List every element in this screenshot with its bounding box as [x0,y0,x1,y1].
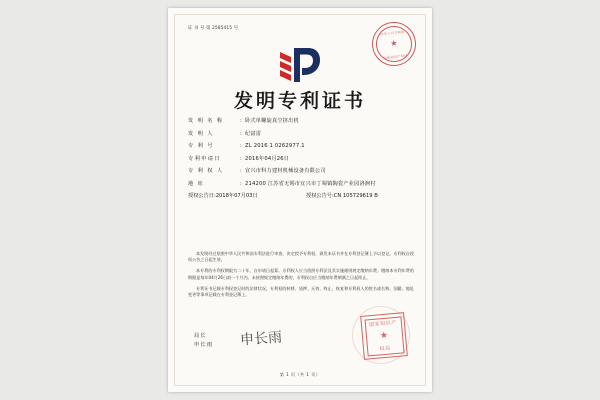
publication-number-colon: : [331,193,334,199]
field-colon: : [240,118,242,124]
national-ip-administration-seal [369,19,418,68]
patent-certificate-sheet [168,8,432,392]
publication-date-label: 授权公告日 [188,193,214,199]
field-row [188,168,414,175]
field-value: 214200 江苏省无锡市宜兴市丁蜀镇陶瓷产业园洛涧村 [245,180,376,187]
field-value: 卧式单螺旋真空挤出机 [245,118,299,124]
seal-top-text: 中华人民共和国 [380,29,406,37]
field-row [188,131,414,138]
field-colon: : [240,168,242,174]
patent-emblem-icon [272,44,328,84]
field-colon: : [240,155,242,162]
field-value: 2016年04月26日 [245,155,290,162]
field-colon: : [240,143,242,149]
official-square-seal [360,312,408,360]
director-handwritten-signature: 申长雨 [239,329,283,349]
page-footer: 第 1 页（共 1 页） [279,372,321,377]
certificate-serial-number: 证 书 号 第 2585415 号 [188,26,239,31]
certificate-fields [188,118,414,206]
director-title-label: 局长 [194,333,207,339]
field-row [188,118,414,125]
director-name-label: 申长雨 [194,342,214,348]
star-icon: ★ [379,330,389,342]
publication-date-group [188,193,306,200]
publication-number-group [306,193,414,200]
field-value: 宜兴市科力建材机械设备有限公司 [245,168,326,174]
field-label: 专 利 权 人 [188,168,224,174]
body-paragraph: 专利证书记载专利权登记时的法律状况。专利权的转移、质押、无效、终止、恢复和专利权人的姓名或名称、国籍、地址变更等事项记载在专利登记簿上。 [188,285,414,298]
field-label: 发 明 人 [188,130,214,137]
star-icon: ★ [389,38,399,49]
square-seal-top-text: 国家知识产 [368,319,397,329]
publication-date-colon: : [213,193,216,199]
field-label: 专利申请日 [188,155,221,162]
field-label: 地 址 [188,180,205,187]
signature-block [194,332,213,350]
square-seal-bottom-text: 权局 [379,345,391,353]
field-label: 发 明 名 称 [188,118,224,124]
page-title: 发明专利证书 [233,90,366,112]
publication-number-label: 授权公告号 [306,193,332,199]
field-row [188,181,414,188]
body-paragraph: 本发明经过依照中华人民共和国专利法进行审查，决定授予专利权，颁发本证书并在专利登记簿上予以登记。专利权自授权公告之日起生效。 [188,251,414,263]
field-row [188,143,414,150]
field-colon: : [240,180,242,187]
field-value: ZL 2016 1 0262977.1 [245,143,305,149]
publication-number-value: CN 105729619 B [333,193,378,199]
publication-row [188,193,414,200]
field-value: 纪富雷 [245,130,262,137]
field-row [188,156,414,163]
body-paragraph: 本专利的专利权期限为二十年，自申请日起算。专利权人应当依照专利法及其实施细则规定缴纳年费。缴纳本专利年费的期限是每年04月26日前一个月内。未按照规定缴纳年费的，专利权自应当缴纳年费期满之日起终止。 [188,268,414,280]
certificate-body-text [188,251,414,303]
seal-bottom-text: 国家知识产权局 [383,53,408,61]
field-label: 专 利 号 [188,143,214,149]
field-colon: : [240,130,242,137]
publication-date-value: 2018年07月03日 [215,193,258,199]
